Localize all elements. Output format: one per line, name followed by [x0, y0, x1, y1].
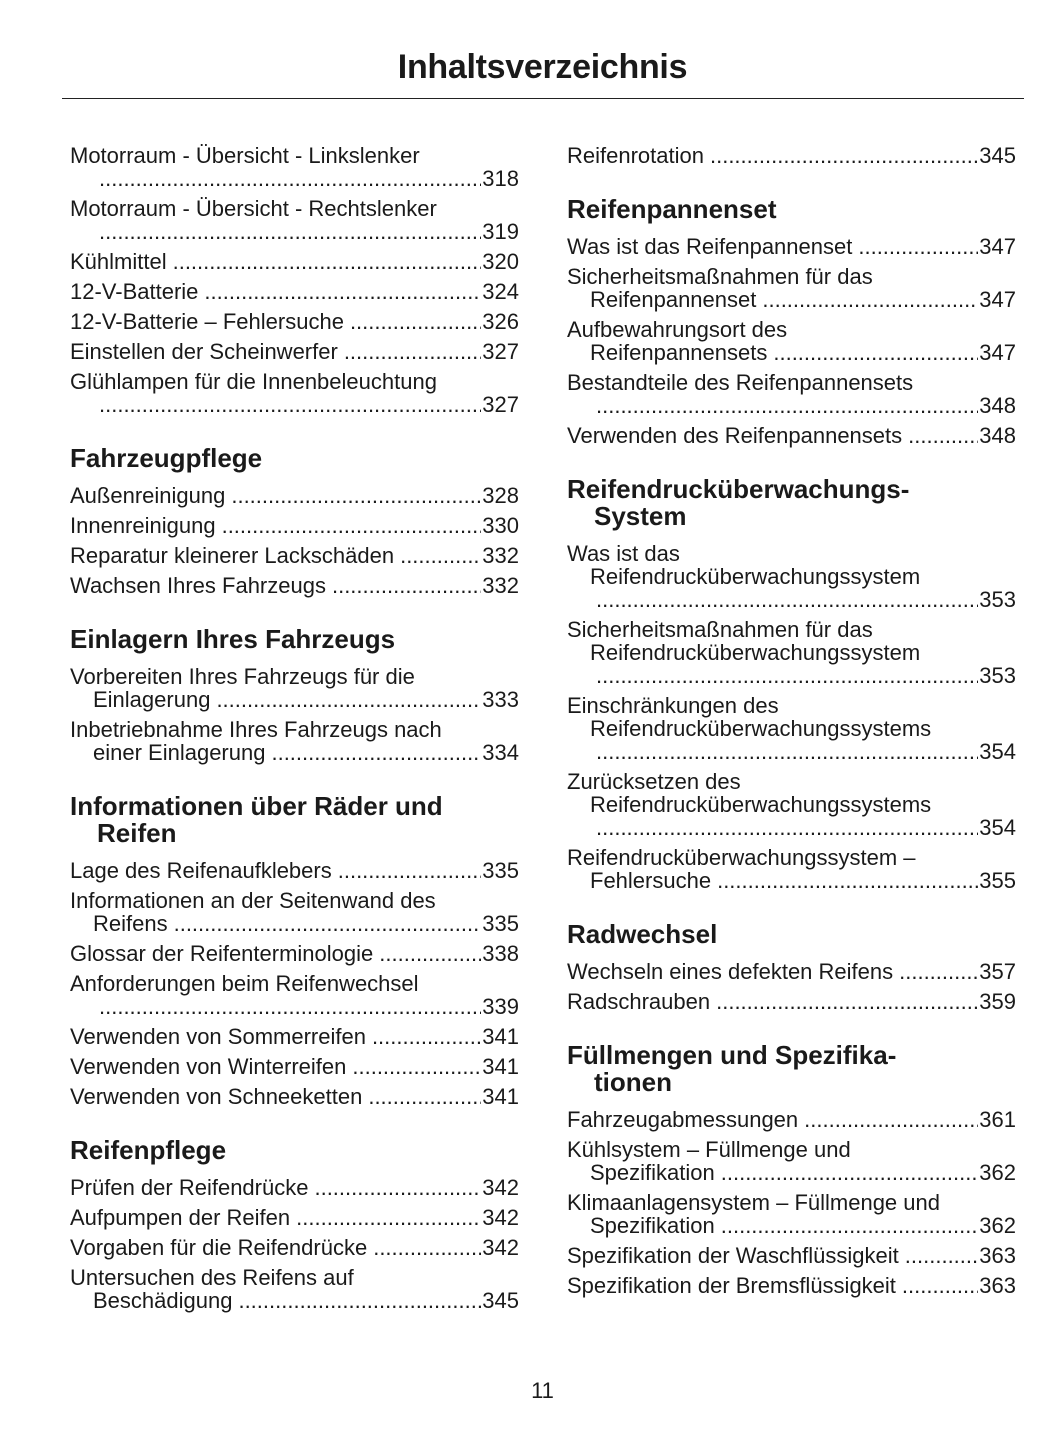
toc-entry[interactable] [70, 889, 519, 935]
toc-section-radwechsel [567, 921, 1016, 1013]
toc-entry-title: Reifendrucküberwachungssystem – [567, 845, 916, 870]
toc-entry-title: Wechseln eines defekten Reifens [567, 959, 894, 984]
toc-entry[interactable] [567, 235, 1016, 258]
toc-entry-title: Glossar der Reifenterminologie [70, 941, 374, 966]
dot-leader [373, 1236, 481, 1259]
toc-entry[interactable] [567, 144, 1016, 167]
dot-leader [372, 1025, 481, 1048]
dot-leader [231, 484, 481, 507]
right-column [567, 144, 1016, 1304]
toc-entry[interactable] [567, 694, 1016, 763]
toc-entry-row [70, 484, 519, 507]
toc-entry-row [70, 250, 519, 273]
toc-page-number: 341 [482, 1084, 519, 1109]
toc-entry-title: Außenreinigung [70, 483, 226, 508]
toc-entry-title: Kühlmittel [70, 249, 167, 274]
dot-leader [332, 574, 481, 597]
toc-entry-row [567, 740, 1016, 763]
toc-entry-title: Reifendrucküberwachungssystems [590, 716, 932, 741]
dot-leader [222, 514, 482, 537]
toc-entry-row [567, 1244, 1016, 1267]
toc-entry-row [70, 310, 519, 333]
toc-entry-title: Spezifikation der Bremsflüssigkeit [567, 1273, 896, 1298]
dot-leader [296, 1206, 481, 1229]
toc-entry-title: Einlagerung [93, 687, 211, 712]
toc-entry[interactable] [70, 1206, 519, 1229]
dot-leader [717, 869, 978, 892]
toc-section-reifenpflege [70, 1137, 519, 1312]
toc-page-number: 330 [482, 513, 519, 538]
toc-page-number: 342 [482, 1205, 519, 1230]
toc-entry-title: Fehlersuche [590, 868, 712, 893]
toc-page-number: 339 [482, 994, 519, 1019]
toc-section-pannenset [567, 196, 1016, 447]
dot-leader [596, 816, 978, 839]
toc-entry-title: Innenreinigung [70, 513, 216, 538]
toc-page-number: 354 [979, 815, 1016, 840]
toc-entry-row [70, 167, 519, 190]
toc-page-number: 353 [979, 663, 1016, 688]
dot-leader [314, 1176, 481, 1199]
toc-group-intro-left [70, 144, 519, 416]
dot-leader [204, 280, 481, 303]
toc-page-number: 320 [482, 249, 519, 274]
toc-page-number: 348 [979, 393, 1016, 418]
toc-section-fuellmengen [567, 1042, 1016, 1297]
dot-leader [596, 664, 978, 687]
toc-entry[interactable] [70, 514, 519, 537]
toc-entry-row [70, 995, 519, 1018]
toc-page-number: 347 [979, 340, 1016, 365]
toc-entry-row [567, 288, 1016, 311]
toc-page-number: 359 [979, 989, 1016, 1014]
dot-leader [352, 1055, 481, 1078]
toc-section-fahrzeugpflege [70, 445, 519, 597]
toc-entry-row [70, 1206, 519, 1229]
toc-entry-row [70, 1055, 519, 1078]
section-heading-line: tionen [594, 1067, 672, 1097]
toc-page-number: 353 [979, 587, 1016, 612]
toc-section-raeder [70, 793, 519, 1108]
toc-entry[interactable] [70, 197, 519, 243]
toc-entry-row [567, 816, 1016, 839]
section-heading [567, 1042, 1016, 1096]
toc-entry-title: Fahrzeugabmessungen [567, 1107, 799, 1132]
toc-entry-title: Verwenden des Reifenpannensets [567, 423, 903, 448]
toc-entry[interactable] [70, 370, 519, 416]
toc-page-number: 347 [979, 234, 1016, 259]
toc-entry-title: Wachsen Ihres Fahrzeugs [70, 573, 326, 598]
toc-entry[interactable] [70, 1266, 519, 1312]
toc-entry-title: Reifenpannenset [590, 287, 757, 312]
toc-entry-title: Motorraum - Übersicht - Rechtslenker [70, 196, 437, 221]
section-heading-line: Radwechsel [567, 919, 718, 949]
toc-entry-row [70, 514, 519, 537]
toc-entry-row [70, 688, 519, 711]
toc-entry-title: Reifens [93, 911, 168, 936]
toc-entry-title: Reifendrucküberwachungssystem [590, 564, 921, 589]
toc-entry-row [70, 220, 519, 243]
toc-entry-row [70, 912, 519, 935]
toc-entry-title: Einschränkungen des [567, 693, 779, 718]
toc-entry-title: Prüfen der Reifendrücke [70, 1175, 309, 1200]
toc-entry-row [70, 942, 519, 965]
toc-entry[interactable] [567, 618, 1016, 687]
toc-entry-row [70, 1176, 519, 1199]
toc-entry-row [567, 394, 1016, 417]
dot-leader [99, 167, 481, 190]
toc-page-number: 328 [482, 483, 519, 508]
toc-entry-title: einer Einlagerung [93, 740, 266, 765]
dot-leader [596, 588, 978, 611]
toc-section-einlagern [70, 626, 519, 764]
toc-page-number: 335 [482, 911, 519, 936]
toc-entry-row [567, 588, 1016, 611]
toc-entry[interactable] [567, 960, 1016, 983]
toc-entry-title: Informationen an der Seitenwand des [70, 888, 436, 913]
toc-page-number: 335 [482, 858, 519, 883]
toc-entry[interactable] [70, 972, 519, 1018]
toc-page-number: 319 [482, 219, 519, 244]
toc-entry-title: 12-V-Batterie – Fehlersuche [70, 309, 344, 334]
toc-entry-row [567, 1274, 1016, 1297]
toc-entry-title: Lage des Reifenaufklebers [70, 858, 332, 883]
toc-entry-title: Was ist das Reifenpannenset [567, 234, 853, 259]
toc-page-number: 357 [979, 959, 1016, 984]
toc-entry[interactable] [70, 340, 519, 363]
toc-entry-row [567, 960, 1016, 983]
dot-leader [596, 740, 978, 763]
toc-entry-title: Verwenden von Winterreifen [70, 1054, 347, 1079]
toc-entry-title: Bestandteile des Reifenpannensets [567, 370, 914, 395]
toc-entry-row [70, 741, 519, 764]
toc-entry[interactable] [70, 484, 519, 507]
toc-entry[interactable] [70, 859, 519, 882]
toc-entry[interactable] [567, 371, 1016, 417]
toc-entry-row [70, 393, 519, 416]
toc-entry-title: Verwenden von Sommerreifen [70, 1024, 366, 1049]
section-heading-line: Reifen [97, 818, 177, 848]
toc-entry-row [567, 341, 1016, 364]
toc-entry-row [70, 1025, 519, 1048]
section-heading-line: Fahrzeugpflege [70, 443, 263, 473]
toc-entry-row [567, 664, 1016, 687]
toc-entry-title: Glühlampen für die Innenbeleuchtung [70, 369, 437, 394]
dot-leader [99, 393, 481, 416]
toc-entry[interactable] [70, 574, 519, 597]
toc-entry-title: Zurücksetzen des [567, 769, 741, 794]
toc-page-number: 318 [482, 166, 519, 191]
toc-entry[interactable] [567, 990, 1016, 1013]
toc-entry-row [567, 1214, 1016, 1237]
toc-entry[interactable] [567, 542, 1016, 611]
dot-leader [908, 424, 978, 447]
section-heading-line: Reifenpflege [70, 1135, 227, 1165]
toc-entry-row [70, 1085, 519, 1108]
toc-page-number: 363 [979, 1243, 1016, 1268]
toc-entry[interactable] [567, 265, 1016, 311]
toc-entry[interactable] [70, 718, 519, 764]
toc-entry[interactable] [567, 318, 1016, 364]
toc-entry-title: Untersuchen des Reifens auf [70, 1265, 354, 1290]
toc-page-number: 363 [979, 1273, 1016, 1298]
toc-page-number: 333 [482, 687, 519, 712]
toc-entry-title: Sicherheitsmaßnahmen für das [567, 617, 873, 642]
dot-leader [773, 341, 978, 364]
toc-page-number: 362 [979, 1213, 1016, 1238]
toc-entry-row [567, 1108, 1016, 1131]
toc-page-number: 334 [482, 740, 519, 765]
toc-entry-title: Verwenden von Schneeketten [70, 1084, 363, 1109]
toc-entry-row [70, 1289, 519, 1312]
toc-page-number: 341 [482, 1024, 519, 1049]
section-heading-line: Füllmengen und Spezifika- [567, 1040, 897, 1070]
toc-page-number: 355 [979, 868, 1016, 893]
section-heading [567, 476, 1016, 530]
toc-entry-title: Anforderungen beim Reifenwechsel [70, 971, 419, 996]
section-heading-line: Informationen über Räder und [70, 791, 443, 821]
toc-entry-row [70, 280, 519, 303]
dot-leader [338, 859, 482, 882]
toc-entry-title: Sicherheitsmaßnahmen für das [567, 264, 873, 289]
dot-leader [899, 960, 978, 983]
dot-leader [762, 288, 978, 311]
toc-entry-title: Reifenpannensets [590, 340, 768, 365]
toc-page-number: 338 [482, 941, 519, 966]
dot-leader [804, 1108, 978, 1131]
toc-entry[interactable] [70, 942, 519, 965]
dot-leader [174, 912, 482, 935]
page-title: Inhaltsverzeichnis [397, 48, 688, 86]
toc-page-number: 347 [979, 287, 1016, 312]
toc-entry-row [70, 340, 519, 363]
toc-page-number: 327 [482, 339, 519, 364]
dot-leader [99, 220, 481, 243]
toc-entry[interactable] [70, 1085, 519, 1108]
toc-entry[interactable] [70, 665, 519, 711]
dot-leader [400, 544, 481, 567]
section-heading-line: Reifenpannenset [567, 194, 777, 224]
toc-entry-title: Reparatur kleinerer Lackschäden [70, 543, 395, 568]
section-heading [567, 196, 1016, 223]
toc-entry-title: Aufbewahrungsort des [567, 317, 788, 342]
toc-entry[interactable] [70, 250, 519, 273]
dot-leader [344, 340, 481, 363]
toc-entry[interactable] [567, 770, 1016, 839]
toc-entry-title: Spezifikation [590, 1160, 715, 1185]
toc-page-number: 361 [979, 1107, 1016, 1132]
toc-page-number: 345 [979, 143, 1016, 168]
section-heading-line: System [594, 501, 687, 531]
dot-leader [271, 741, 481, 764]
toc-entry-title: Beschädigung [93, 1288, 233, 1313]
toc-entry[interactable] [567, 1191, 1016, 1237]
toc-entry-title: Was ist das [567, 541, 680, 566]
toc-entry-title: Spezifikation der Waschflüssigkeit [567, 1243, 899, 1268]
dot-leader [858, 235, 978, 258]
toc-entry-row [70, 574, 519, 597]
toc-entry-title: Reifendrucküberwachungssystem [590, 640, 921, 665]
toc-entry-title: 12-V-Batterie [70, 279, 199, 304]
toc-page-number: 342 [482, 1235, 519, 1260]
section-heading-line: Einlagern Ihres Fahrzeugs [70, 624, 396, 654]
toc-entry-row [70, 544, 519, 567]
toc-entry[interactable] [567, 424, 1016, 447]
toc-entry[interactable] [70, 310, 519, 333]
dot-leader [596, 394, 978, 417]
toc-entry-title: Vorbereiten Ihres Fahrzeugs für die [70, 664, 415, 689]
toc-entry[interactable] [70, 544, 519, 567]
toc-entry-row [567, 990, 1016, 1013]
toc-entry-title: Kühlsystem – Füllmenge und [567, 1137, 851, 1162]
section-heading-line: Reifendrucküberwachungs- [567, 474, 910, 504]
toc-section-rdks [567, 476, 1016, 892]
dot-leader [216, 688, 481, 711]
toc-page-number: 354 [979, 739, 1016, 764]
left-column [70, 144, 519, 1319]
page-number: 11 [531, 1378, 554, 1403]
dot-leader [721, 1161, 979, 1184]
dot-leader [905, 1244, 979, 1267]
toc-page-number: 348 [979, 423, 1016, 448]
toc-page-number: 332 [482, 573, 519, 598]
toc-entry[interactable] [70, 1176, 519, 1199]
toc-page-number: 362 [979, 1160, 1016, 1185]
dot-leader [902, 1274, 978, 1297]
dot-leader [721, 1214, 979, 1237]
dot-leader [99, 995, 481, 1018]
toc-entry[interactable] [567, 1244, 1016, 1267]
title-divider [62, 98, 1024, 99]
toc-entry-title: Spezifikation [590, 1213, 715, 1238]
toc-entry-row [567, 424, 1016, 447]
toc-entry[interactable] [70, 1055, 519, 1078]
toc-entry-title: Reifenrotation [567, 143, 704, 168]
toc-entry-title: Aufpumpen der Reifen [70, 1205, 291, 1230]
toc-entry-row [567, 235, 1016, 258]
toc-page-number: 326 [482, 309, 519, 334]
toc-entry-row [567, 1161, 1016, 1184]
toc-entry[interactable] [567, 1138, 1016, 1184]
toc-page-number: 332 [482, 543, 519, 568]
section-heading [70, 445, 519, 472]
toc-entry-title: Einstellen der Scheinwerfer [70, 339, 338, 364]
toc-page-number: 341 [482, 1054, 519, 1079]
section-heading [70, 793, 519, 847]
toc-entry-title: Reifendrucküberwachungssystems [590, 792, 932, 817]
toc-entry[interactable] [567, 1108, 1016, 1131]
toc-entry[interactable] [567, 1274, 1016, 1297]
section-heading [567, 921, 1016, 948]
toc-entry-row [70, 859, 519, 882]
dot-leader [173, 250, 482, 273]
toc-entry-row [567, 869, 1016, 892]
toc-entry[interactable] [70, 1025, 519, 1048]
toc-entry-title: Motorraum - Übersicht - Linkslenker [70, 143, 420, 168]
toc-page-number: 327 [482, 392, 519, 417]
toc-entry-row [70, 1236, 519, 1259]
toc-group-intro-right [567, 144, 1016, 167]
toc-page-number: 324 [482, 279, 519, 304]
toc-entry[interactable] [70, 280, 519, 303]
section-heading [70, 626, 519, 653]
dot-leader [350, 310, 481, 333]
section-heading [70, 1137, 519, 1164]
dot-leader [368, 1085, 481, 1108]
toc-entry[interactable] [70, 1236, 519, 1259]
dot-leader [710, 144, 978, 167]
toc-entry[interactable] [70, 144, 519, 190]
toc-entry-title: Inbetriebnahme Ihres Fahrzeugs nach [70, 717, 442, 742]
toc-page-number: 345 [482, 1288, 519, 1313]
toc-entry[interactable] [567, 846, 1016, 892]
toc-entry-title: Radschrauben [567, 989, 711, 1014]
toc-page-number: 342 [482, 1175, 519, 1200]
toc-entry-row [567, 144, 1016, 167]
toc-entry-title: Vorgaben für die Reifendrücke [70, 1235, 368, 1260]
dot-leader [379, 942, 481, 965]
dot-leader [238, 1289, 481, 1312]
toc-entry-title: Klimaanlagensystem – Füllmenge und [567, 1190, 940, 1215]
dot-leader [716, 990, 978, 1013]
